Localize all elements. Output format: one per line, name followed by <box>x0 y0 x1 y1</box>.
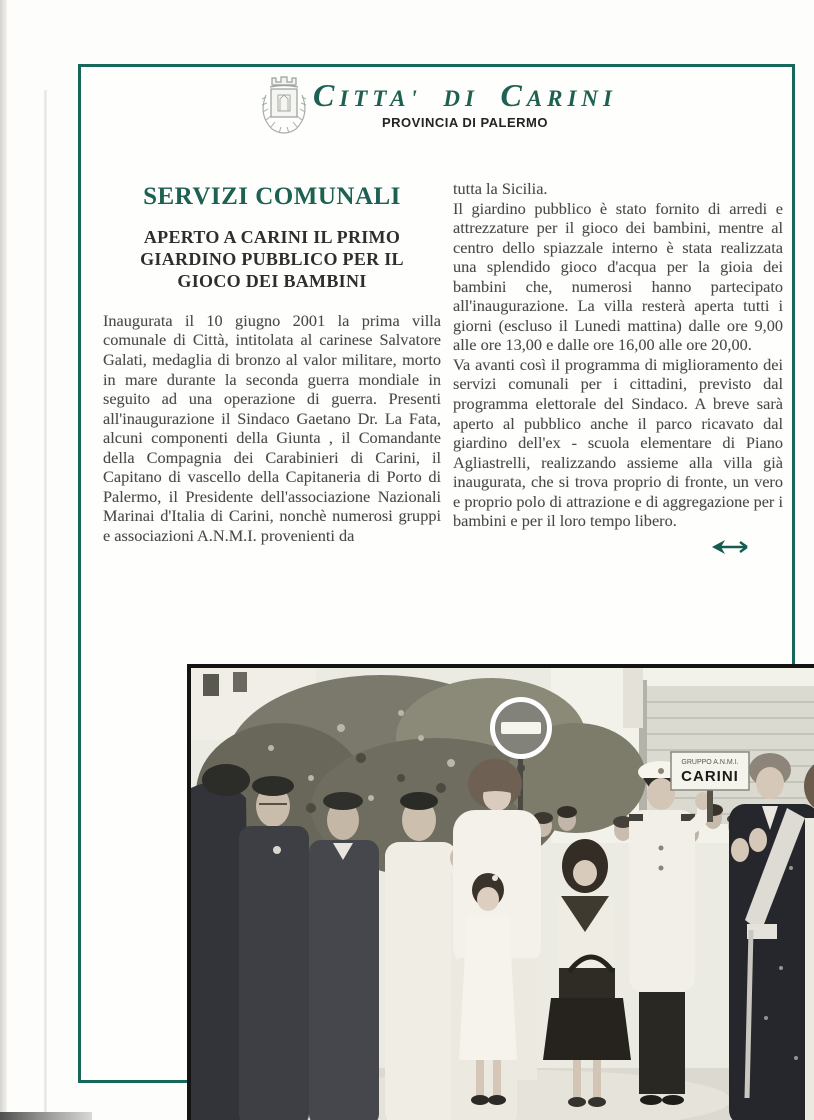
paper-crease <box>44 90 47 1120</box>
title-initial: C <box>313 77 340 113</box>
article-headline <box>103 227 441 293</box>
article-paragraph: tutta la Sicilia. <box>453 179 548 198</box>
left-column <box>103 179 441 561</box>
continuation-marker <box>453 537 783 562</box>
headline-line: GIOCO DEI BAMBINI <box>177 270 367 291</box>
inauguration-photo <box>187 664 814 1120</box>
subtitle-provincia: PROVINCIA DI PALERMO <box>381 115 548 130</box>
section-title: SERVIZI COMUNALI <box>143 183 401 210</box>
photo-illustration <box>191 668 814 1120</box>
photo-sign-line2: CARINI <box>681 768 739 785</box>
headline-line: APERTO A CARINI IL PRIMO <box>143 227 401 247</box>
right-column <box>453 179 783 561</box>
masthead <box>245 77 685 130</box>
title-initial: C <box>500 77 527 113</box>
page-title: CITTA' DI CARINI <box>313 77 617 113</box>
arrow-right-icon <box>711 537 753 557</box>
article-body-left: Inaugurata il 10 giugno 2001 la prima villa comunale di Città, intitolata al carinese Salvatore Galati, medaglia di bronzo al valor militare, morto in mare durante la seconda guerra mondiale in seguito ad una operazione di guerra. Presenti all'inaugurazione il Sindaco Gaetano Dr. La Fata, alcuni componenti della Giunta , il Comandante della Compagnia dei Carabinieri di Carini, il Capitano di vascello della Capitaneria di Porto di Palermo, il Presidente dell'associazione Nazionali Marinai d'Italia di Carini, nonchè numerosi gruppi e associazioni A.N.M.I. provenienti da <box>103 310 441 545</box>
scan-edge <box>0 0 7 1120</box>
article-paragraph: Va avanti così il programma di miglioramento dei servizi comunali per i cittadini, previsto dal programma elettorale del Sindaco. A breve sarà aperto al pubblico anche il parco ricavato dal giardino dell'ex - scuola elementare di Piano Agliastrelli, realizzando assieme alla villa già inaugurata, che si trova proprio di fronte, un vero e proprio polo di attrazione e di aggregazione per i bambini e per il loro tempo libero. <box>453 354 783 531</box>
article-columns <box>103 179 783 561</box>
photo-sign-line1: GRUPPO A.N.M.I. <box>681 759 739 766</box>
scan-shadow <box>0 1112 92 1120</box>
headline-line: GIARDINO PUBBLICO PER IL <box>140 248 404 269</box>
article-paragraph: Il giardino pubblico è stato fornito di arredi e attrezzature per il gioco dei bambini, mentre al centro dello spiazzale interno è stata realizzata una splendido gioco d'acqua per la gioia dei bambini che, numerosi hanno partecipato all'inaugurazione. La villa resterà aperta tutti i giorni (escluso il Lunedi mattina) dalle ore 9,00 alle ore 13,00 e dalle ore 16,00 alle ore 20,00. <box>453 198 783 355</box>
page-border-frame <box>78 64 795 1083</box>
